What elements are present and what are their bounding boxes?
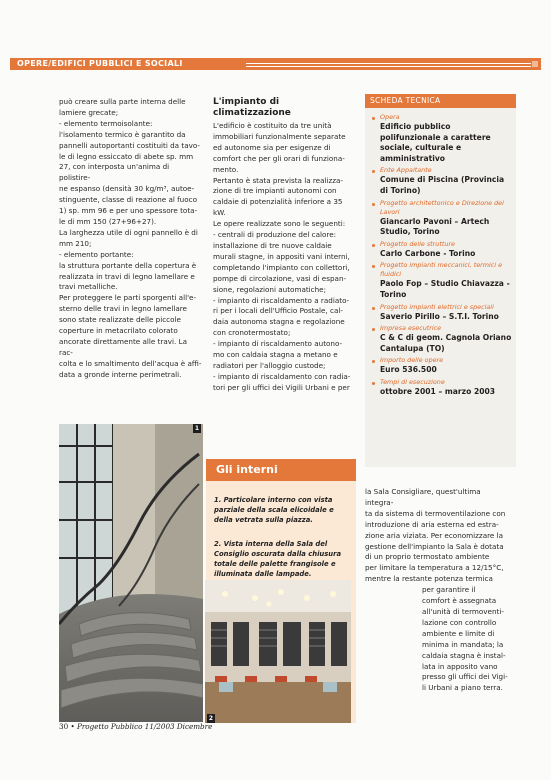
col3-line: di un proprio termostato ambiente: [365, 552, 490, 562]
col1-line: Per proteggere le parti sporgenti all'e-: [59, 293, 197, 303]
technical-sheet-value: C & C di geom. Cagnola Oriano Cantalupa (TO): [380, 333, 512, 353]
col2-line: con cronotermostato;: [213, 328, 291, 338]
col2-line: ed autonome sia per esigenze di: [213, 142, 331, 152]
staircase-image: [59, 424, 203, 722]
technical-sheet-label: Progetto impianti elettrici e speciali: [380, 302, 494, 311]
photo-number-2: 2: [208, 715, 214, 722]
col3-line: caldaia stagna è instal-: [422, 650, 506, 660]
col3-line: ta da sistema di termoventilazione con: [365, 508, 506, 518]
page-number: 30: [59, 722, 69, 731]
col1-line: coperture in metacrilato colorato: [59, 326, 178, 336]
col3-line: la Sala Consigliare, quest'ultima integra-: [365, 487, 481, 507]
col2-line: radiatori per l'alloggio custode;: [213, 360, 326, 370]
col2-line: murali stagne, in appositi vani interni,: [213, 251, 350, 261]
col3-line: presso gli uffici dei Vigi-: [422, 672, 508, 682]
col1-line: - elemento termoisolante:: [59, 118, 153, 128]
footer-publication: Progetto Pubblico 11/2003 Dicembre: [77, 722, 213, 731]
technical-sheet-label: Tempi di esecuzione: [380, 377, 445, 386]
footer-bullet: •: [70, 722, 75, 731]
technical-sheet-value: Carlo Carbone - Torino: [380, 248, 476, 258]
col2-line: completando l'impianto con collettori,: [213, 262, 350, 272]
section-header-label: OPERE/EDIFICI PUBBLICI E SOCIALI: [17, 59, 183, 68]
photo-number-1: 1: [194, 425, 200, 432]
col1-line: travi metalliche.: [59, 282, 118, 292]
col1-line: l'isolamento termico è garantito da: [59, 129, 186, 139]
col3-line: all'unità di termoventi-: [422, 606, 504, 616]
col1-line: lamiere grecate;: [59, 107, 119, 117]
technical-sheet-box: [365, 94, 516, 467]
col1-line: La larghezza utile di ogni pannello è di: [59, 227, 198, 237]
col3-line: introduzione di aria esterna ed estra-: [365, 519, 499, 529]
technical-sheet-label: Opera: [380, 113, 400, 121]
col2-line: mo con caldaia stagna a metano e: [213, 350, 338, 360]
technical-sheet-item: [372, 378, 512, 398]
col3-line: per limitare la temperatura a 12/15°C,: [365, 563, 504, 573]
col3-line: ambiente e limite di: [422, 628, 495, 638]
text-column-2: [213, 97, 355, 394]
col2-line: kW.: [213, 208, 226, 218]
col2-line: caldaie di potenzialità inferiore a 35: [213, 197, 343, 207]
col3-line: minima in mandata; la: [422, 639, 504, 649]
col1-line: mm 210;: [59, 238, 92, 248]
technical-sheet-value: Comune di Piscina (Provincia di Torino): [380, 175, 505, 195]
technical-sheet-value: ottobre 2001 – marzo 2003: [380, 386, 496, 396]
photo-council-hall: [205, 580, 351, 723]
technical-sheet-item: [372, 303, 512, 323]
caption-2: 2. Vista interna della Sala del Consiglio oscurata dalla chiusura totale delle palette frangisole e illuminata dalle lampade.: [214, 540, 342, 578]
technical-sheet-label: Impresa esecutrice: [380, 324, 442, 333]
technical-sheet-title: SCHEDA TECNICA: [365, 94, 516, 108]
technical-sheet-label: Progetto impianti meccanici, termici e fluidici: [380, 261, 503, 279]
technical-sheet-label: Ente Appaltante: [380, 166, 432, 175]
technical-sheet-list: [365, 108, 516, 398]
col1-line: ancorate direttamente alle travi. La rac-: [59, 336, 188, 357]
technical-sheet-item: [372, 356, 512, 376]
col3-line: lata in apposito vano: [422, 661, 498, 671]
technical-sheet-item: [372, 240, 512, 260]
col1-line: sterno delle travi in legno lamellare: [59, 304, 187, 314]
technical-sheet-label: Importo delle opere: [380, 356, 444, 365]
header-rule: [246, 63, 531, 67]
col3-line: mentre la restante potenza termica: [365, 574, 493, 584]
interiors-header: [206, 459, 356, 481]
col1-line: data a gronde interne perimetrali.: [59, 369, 182, 379]
technical-sheet-item: [372, 261, 512, 300]
col3-line: zione aria viziata. Per economizzare la: [365, 530, 504, 540]
col3-line: per garantire il: [422, 585, 476, 595]
interiors-title: Gli interni: [216, 463, 278, 476]
col1-line: sono state realizzate delle piccole: [59, 315, 181, 325]
col1-line: colta e lo smaltimento dell'acqua è affi-: [59, 358, 202, 368]
council-hall-image: [205, 580, 351, 723]
text-column-3: [365, 487, 509, 694]
col2-line: L'edificio è costituito da tre unità: [213, 121, 332, 130]
col1-line: 27, con interposta un'anima di polistire-: [59, 162, 170, 183]
technical-sheet-item: [372, 324, 512, 354]
col2-line: ri per i locali dell'Ufficio Postale, cal-: [213, 306, 343, 316]
col2-line: tori per gli uffici dei Vigili Urbani e per: [213, 382, 350, 392]
col2-line: - impianto di riscaldamento a radiato-: [213, 295, 350, 305]
col2-line: daia autonoma stagna e regolazione: [213, 317, 345, 327]
col3-line: gestione dell'impianto la Sala è dotata: [365, 541, 504, 551]
photo-staircase: [59, 424, 203, 722]
technical-sheet-value: Edificio pubblico polifunzionale a carattere sociale, culturale e amministrativo: [380, 122, 491, 163]
col1-line: le di legno essiccato di abete sp. mm: [59, 151, 194, 161]
col1-line: stinguente, classe di reazione al fuoco: [59, 195, 197, 205]
col1-line: ne espanso (densità 30 kg/m³, autoe-: [59, 184, 195, 194]
col2-line: immobiliari funzionalmente separate: [213, 131, 346, 141]
page-footer: [59, 722, 212, 731]
technical-sheet-item: [372, 113, 512, 164]
technical-sheet-label: Progetto delle strutture: [380, 239, 455, 248]
technical-sheet-value: Paolo Fop – Studio Chiavazza - Torino: [380, 279, 510, 299]
col2-line: - impianto di riscaldamento con radia-: [213, 371, 351, 381]
col2-line: pompe di circolazione, vasi di espan-: [213, 273, 347, 283]
col1-line: pannelli autoportanti costituiti da tavo-: [59, 140, 200, 150]
text-column-1: [59, 97, 202, 381]
col1-line: 1) sp. mm 96 e per uno spessore tota-: [59, 206, 198, 216]
technical-sheet-label: Progetto architettonico e Direzione dei Lavori: [380, 198, 504, 216]
technical-sheet-item: [372, 199, 512, 238]
col2-line: installazione di tre nuove caldaie: [213, 240, 332, 250]
caption-1: 1. Particolare interno con vista parziale della scala elicoidale e della vetrata sulla piazza.: [214, 496, 334, 524]
col3-line: comfort è assegnata: [422, 596, 497, 606]
col1-line: la struttura portante della copertura è: [59, 260, 197, 270]
col2-line: mento.: [213, 164, 239, 174]
col1-line: le di mm 150 (27+96+27).: [59, 216, 157, 226]
technical-sheet-value: Euro 536.500: [380, 365, 437, 375]
section-title: L'impianto di climatizzazione: [213, 97, 291, 118]
col1-line: realizzata in travi di legno lamellare e: [59, 271, 195, 281]
header-end-square: [532, 61, 538, 67]
col3-line: li Urbani a piano terra.: [422, 683, 503, 693]
col2-line: comfort che per gli orari di funziona-: [213, 153, 345, 163]
col3-line: lazione con controllo: [422, 617, 497, 627]
col1-line: - elemento portante:: [59, 249, 134, 259]
technical-sheet-value: Saverio Pirillo – S.T.I. Torino: [380, 311, 499, 321]
col2-line: Pertanto è stata prevista la realizza-: [213, 175, 344, 185]
technical-sheet-value: Giancarlo Pavoni – Artech Studio, Torino: [380, 216, 490, 237]
section-header-band: [10, 58, 541, 70]
col1-line: può creare sulla parte interna delle: [59, 97, 186, 106]
technical-sheet-item: [372, 166, 512, 196]
col2-line: sione, regolazioni automatiche;: [213, 284, 327, 294]
col2-line: - impianto di riscaldamento autono-: [213, 339, 343, 349]
col2-line: Le opere realizzate sono le seguenti:: [213, 219, 346, 229]
col2-line: zione di tre impianti autonomi con: [213, 186, 337, 196]
col2-line: - centrali di produzione del calore:: [213, 230, 337, 240]
